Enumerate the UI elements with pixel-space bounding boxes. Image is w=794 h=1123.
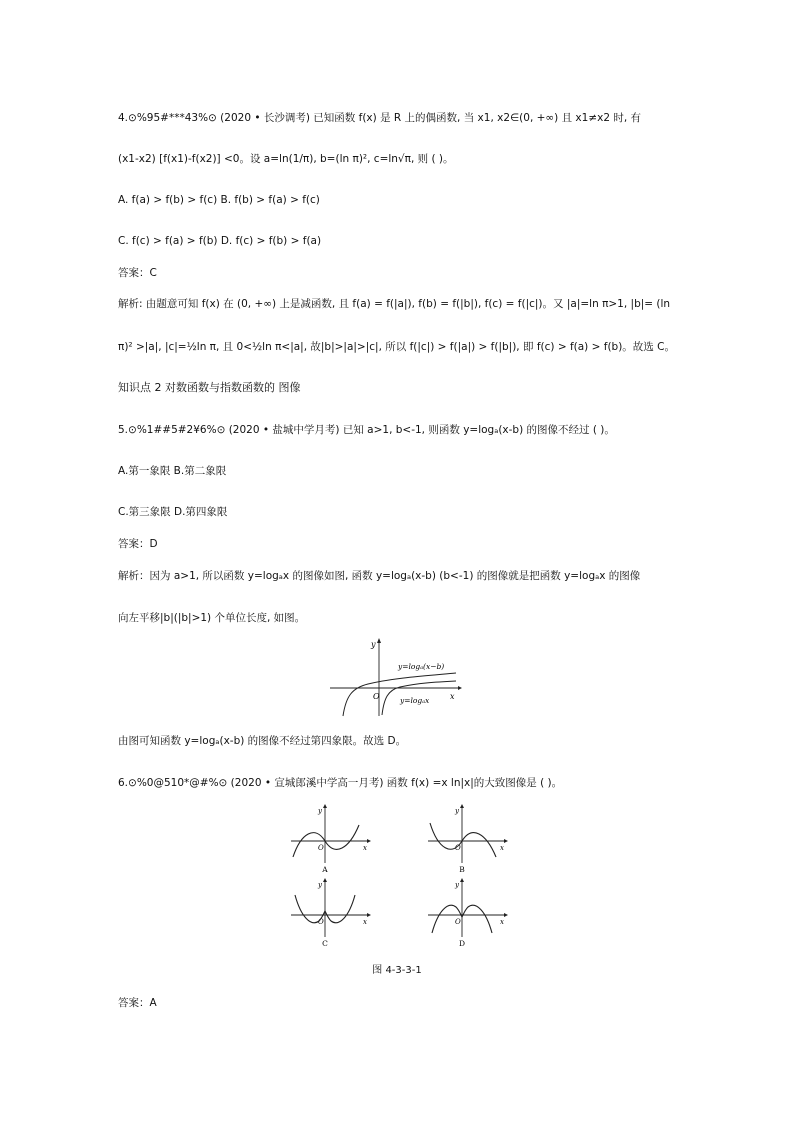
graph-b-x: x	[500, 844, 504, 852]
graph-c-y: y	[318, 881, 322, 889]
curve2-label: y=logₐx	[400, 696, 430, 705]
graph-a-label: A	[322, 865, 328, 874]
q4-analysis-line1: 解析: 由题意可知 f(x) 在 (0, +∞) 上是减函数, 且 f(a) = f(|a|), f(b) = f(|b|), f(c) = f(|c|)。又 |a|=ln π>1, |b|= (ln	[118, 298, 671, 310]
origin-label: O	[373, 692, 380, 701]
graph-d	[424, 877, 509, 949]
graph-c	[287, 877, 372, 949]
q5-answer: 答案：D	[118, 538, 158, 550]
graph-c-x: x	[363, 918, 367, 926]
q6-answer: 答案：A	[118, 997, 157, 1009]
graph-b-curve	[430, 823, 496, 857]
q4-stem-line1: 4.⊙%95#***43%⊙ (2020 • 长沙调考) 已知函数 f(x) 是 R 上的偶函数, 当 x1, x2∈(0, +∞) 且 x1≠x2 时, 有	[118, 112, 642, 124]
q5-options-cd: C.第三象限 D.第四象限	[118, 506, 228, 518]
graph-a-o: O	[318, 844, 324, 852]
graph-c-label: C	[322, 939, 328, 948]
q5-log-graph	[328, 636, 462, 718]
y-axis-label: y	[371, 640, 376, 649]
q5-analysis-line1: 解析：因为 a>1, 所以函数 y=logₐx 的图像如图, 函数 y=logₐ(x-b) (b<-1) 的图像就是把函数 y=logₐx 的图像	[118, 570, 641, 582]
q4-options-ab: A. f(a) > f(b) > f(c) B. f(b) > f(a) > f(c)	[118, 194, 320, 206]
graph-b-o: O	[455, 844, 461, 852]
q6-stem: 6.⊙%0@510*@#%⊙ (2020 • 宣城郎溪中学高一月考) 函数 f(x) =x ln|x|的大致图像是 ( )。	[118, 777, 563, 789]
graph-b-y: y	[455, 807, 459, 815]
graph-c-o: O	[318, 918, 324, 926]
graph-a	[287, 803, 372, 875]
graph-d-x: x	[500, 918, 504, 926]
q4-options-cd: C. f(c) > f(a) > f(b) D. f(c) > f(b) > f(a)	[118, 235, 322, 247]
graph-d-o: O	[455, 918, 461, 926]
q5-analysis-line2: 向左平移|b|(|b|>1) 个单位长度, 如图。	[118, 612, 306, 624]
graph-b	[424, 803, 509, 875]
graph-a-x: x	[363, 844, 367, 852]
graph-d-y: y	[455, 881, 459, 889]
x-axis-label: x	[450, 692, 455, 701]
q5-options-ab: A.第一象限 B.第二象限	[118, 465, 227, 477]
q4-answer: 答案：C	[118, 267, 157, 279]
section-title: 知识点 2 对数函数与指数函数的 图像	[118, 381, 301, 394]
q4-analysis-line2: π)² >|a|, |c|=½ln π, 且 0<½ln π<|a|, 故|b|>|a|>|c|, 所以 f(|c|) > f(|a|) > f(|b|), 即 f(c) > f(a) > f(b)。故选 C。	[118, 341, 675, 353]
graph-a-y: y	[318, 807, 322, 815]
curve1-label: y=logₐ(x−b)	[398, 662, 445, 671]
graph-d-label: D	[458, 939, 466, 948]
figure-caption: 图 4-3-3-1	[372, 965, 422, 976]
q5-conclusion: 由图可知函数 y=logₐ(x-b) 的图像不经过第四象限。故选 D。	[118, 735, 407, 747]
curve-shifted	[343, 673, 456, 716]
q4-stem-line2: (x1-x2) [f(x1)-f(x2)] <0。设 a=ln(1/π), b=(ln π)², c=ln√π, 则 ( )。	[118, 153, 454, 165]
graph-b-label: B	[459, 865, 465, 874]
q5-stem: 5.⊙%1##5#2¥6%⊙ (2020 • 盐城中学月考) 已知 a>1, b<-1, 则函数 y=logₐ(x-b) 的图像不经过 ( )。	[118, 424, 615, 436]
